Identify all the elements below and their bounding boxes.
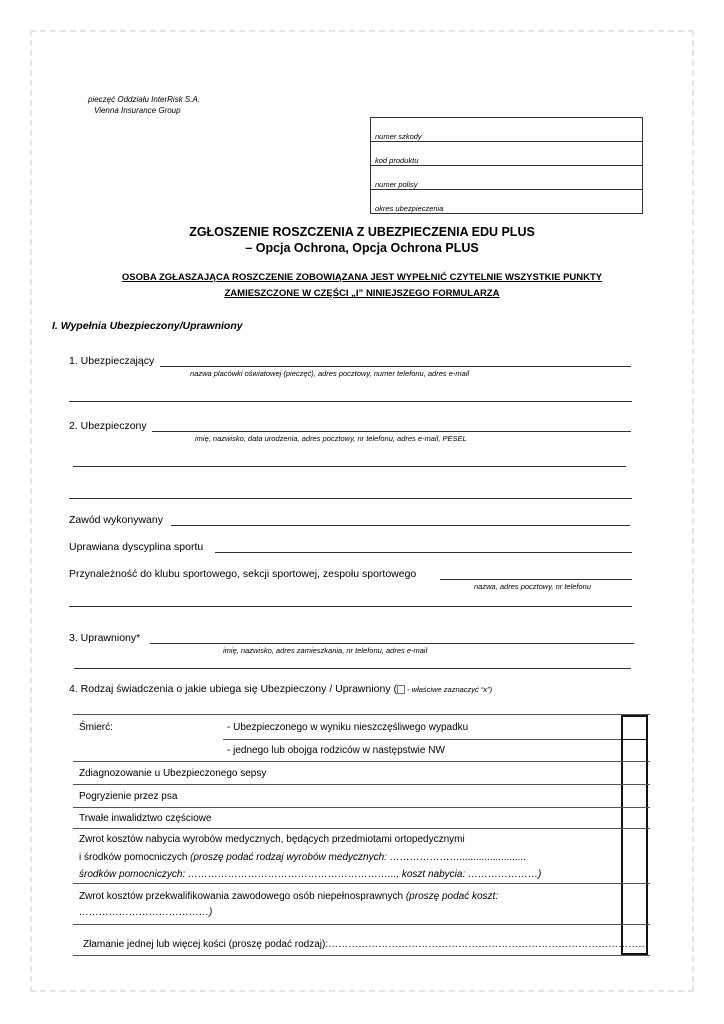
table-row-disability [73,807,650,828]
death-label: Śmierć: [79,722,113,733]
dog-bite-checkbox[interactable] [621,785,648,807]
insured-label: 2. Ubezpieczony [69,420,147,432]
medical-line-3: środków pomocniczych: ……………………………………………………..., koszt nabycia: …………………) [79,869,542,880]
disability-text: Trwałe inwalidztwo częściowe [79,813,212,824]
table-row-death-parents [73,739,650,761]
beneficiary-input-line-2[interactable] [74,668,631,669]
club-label: Przynależność do klubu sportowego, sekcji sportowej, zespołu sportowego [69,568,417,580]
table-row-sepsis [73,761,650,784]
notice-line-1: OSOBA ZGŁASZAJĄCA ROSZCZENIE ZOBOWIĄZANA JEST WYPEŁNIĆ CZYTELNIE WSZYSTKIE PUNKTY [121,272,603,283]
disability-checkbox[interactable] [621,808,648,828]
benefit-type-text: 4. Rodzaj świadczenia o jakie ubiega się Ubezpieczony / Uprawniony ( [69,683,398,695]
benefits-table [73,714,650,956]
dog-bite-text: Pogryzienie przez psa [79,791,178,802]
form-title: ZGŁOSZENIE ROSZCZENIA Z UBEZPIECZENIA EDU PLUS [189,225,535,239]
retraining-line-1a: Zwrot kosztów przekwalifikowania zawodowego osób niepełnosprawnych [79,891,406,902]
club-hint: nazwa, adres pocztowy, nr telefonu [474,582,592,591]
sport-label: Uprawiana dyscyplina sportu [69,541,204,553]
retraining-line-1 [79,888,498,905]
insured-input-line-2[interactable] [73,466,626,467]
stamp-line-2: Vienna Insurance Group [94,106,181,115]
beneficiary-hint: imię, nazwisko, adres zamieszkania, nr telefonu, adres e-mail [223,646,428,655]
medical-line-2a: i środków pomocniczych [79,852,191,863]
form-subtitle: – Opcja Ochrona, Opcja Ochrona PLUS [245,241,479,255]
benefit-type-label [69,683,492,695]
claim-info-box [370,117,643,214]
club-input-line-2[interactable] [69,606,632,607]
table-row-retraining [73,883,650,924]
policy-number-field[interactable]: numer polisy [371,166,642,190]
insured-hint: imię, nazwisko, data urodzenia, adres pocztowy, nr telefonu, adres e-mail, PESEL [195,434,467,443]
product-code-field[interactable]: kod produktu [371,142,642,166]
sepsis-checkbox[interactable] [621,762,648,784]
claim-number-field[interactable]: numer szkody [371,118,642,142]
death-accident-checkbox[interactable] [621,715,648,739]
retraining-line-1b: (proszę podać koszt: [405,891,499,902]
medical-line-2 [79,849,526,866]
medical-line-1: Zwrot kosztów nabycia wyrobów medycznych, będących przedmiotami ortopedycznymi [79,834,465,845]
insurer-hint: nazwa placówki oświatowej (pieczęć), adres pocztowy, numer telefonu, adres e-mail [190,369,470,378]
medical-line-2b: (proszę podać rodzaj wyrobów medycznych: …………………........................ [190,852,527,863]
table-row-death-accident [73,714,650,739]
stamp-line-1: pieczęć Oddziału InterRisk S.A. [88,95,201,104]
section-heading: I. Wypełnia Ubezpieczony/Uprawniony [52,320,243,332]
insured-input-line-3[interactable] [69,498,632,499]
occupation-label: Zawód wykonywany [69,514,163,526]
insurer-input[interactable] [160,366,631,367]
table-row-medical-products [73,828,650,883]
occupation-input[interactable] [171,525,630,526]
insurer-input-line-2[interactable] [69,401,632,402]
insured-input[interactable] [152,431,631,432]
table-row-dog-bite [73,784,650,807]
medical-products-checkbox[interactable] [621,829,648,883]
notice-line-2: ZAMIESZCZONE W CZĘŚCI „I” NINIEJSZEGO FORMULARZA [224,288,500,299]
retraining-checkbox[interactable] [621,884,648,924]
insurer-label: 1. Ubezpieczający [69,355,155,367]
sport-input[interactable] [215,552,632,553]
benefit-type-note: - właściwe zaznaczyć “x”) [405,685,493,694]
death-accident-text: - Ubezpieczonego w wyniku nieszczęśliwego wypadku [227,722,469,733]
sepsis-text: Zdiagnozowanie u Ubezpieczonego sepsy [79,768,267,779]
insurance-period-field[interactable]: okres ubezpieczenia [375,204,444,213]
fracture-checkbox[interactable] [621,925,648,955]
table-row-fracture [73,924,650,956]
retraining-line-2: …………………………………) [79,907,213,918]
beneficiary-input[interactable] [150,643,634,644]
beneficiary-label: 3. Uprawniony* [69,632,141,644]
death-parents-text: - jednego lub obojga rodziców w następstwie NW [227,745,445,756]
club-input[interactable] [440,579,632,580]
checkbox-symbol-icon [397,685,405,694]
death-parents-checkbox[interactable] [621,739,648,761]
fracture-text: Złamanie jednej lub więcej kości (proszę podać rodzaj):…………………………………………………………………………………… [83,939,649,950]
